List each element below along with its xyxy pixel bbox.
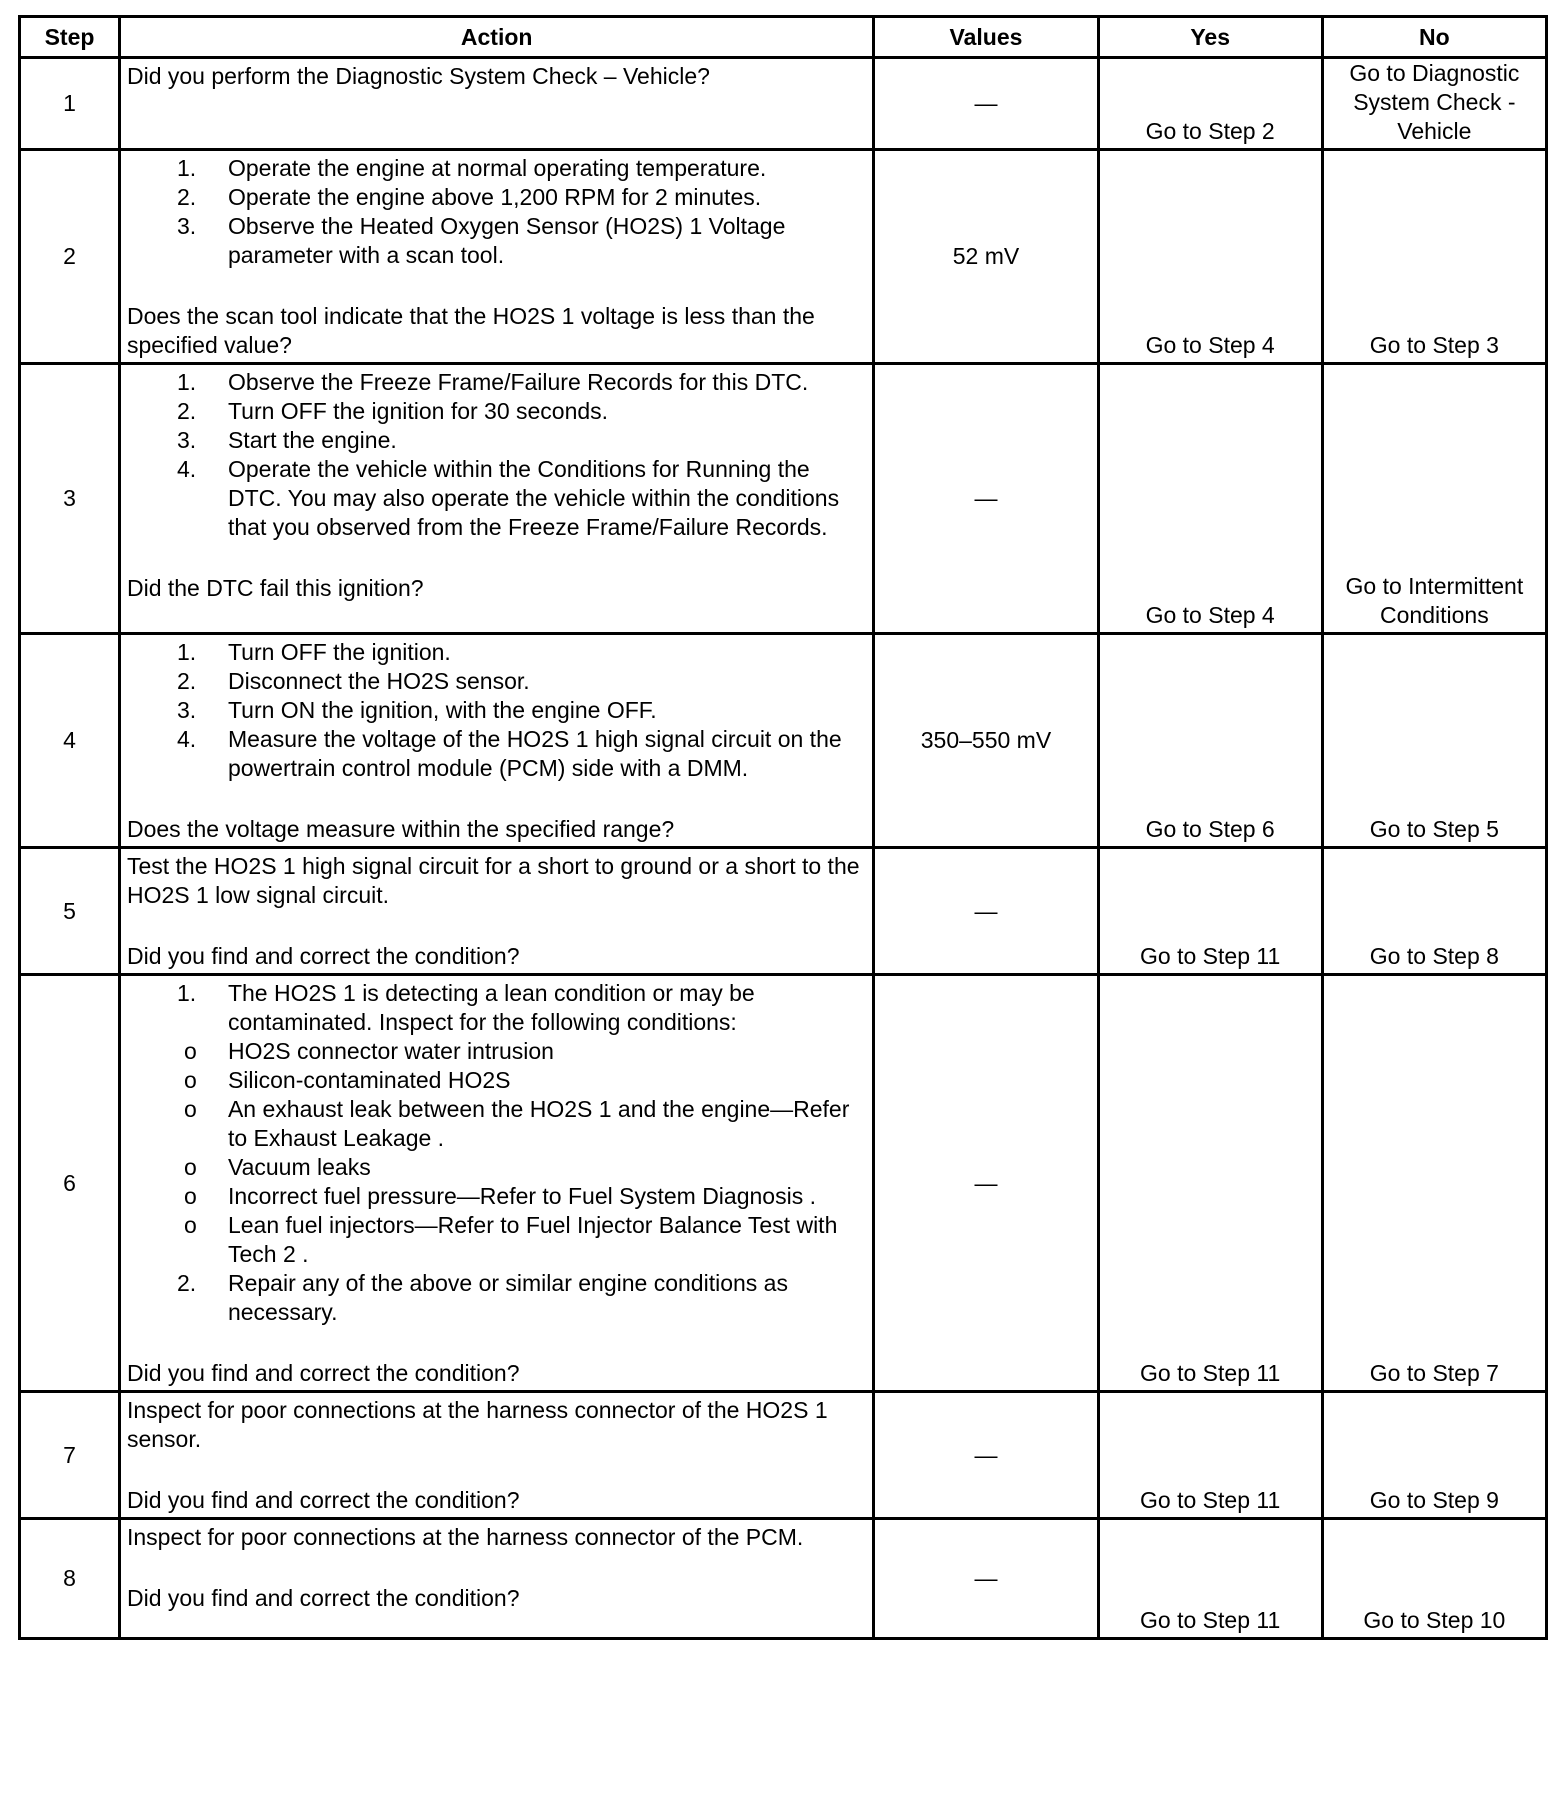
no-cell: Go to Step 8: [1322, 848, 1546, 975]
action-cell: [119, 364, 873, 634]
step-number: 6: [20, 975, 120, 1392]
no-cell: Go to Step 9: [1322, 1392, 1546, 1519]
no-cell: [1322, 364, 1546, 634]
instruction-list: [127, 979, 866, 1327]
yes-cell: Go to Step 11: [1098, 1519, 1322, 1639]
header-no: No: [1322, 17, 1546, 58]
bullet: o: [183, 1096, 197, 1122]
list-text: The HO2S 1 is detecting a lean condition or may be contaminated. Inspect for the following conditions:: [227, 980, 755, 1035]
header-values: Values: [874, 17, 1098, 58]
list-item: [127, 638, 866, 667]
table-row: [20, 58, 1547, 150]
table-row: [20, 848, 1547, 975]
list-item: [127, 1269, 866, 1327]
yes-cell: Go to Step 11: [1098, 1392, 1322, 1519]
condition-item: [27, 1095, 866, 1153]
bullet: o: [183, 1038, 197, 1064]
action-text: Did you perform the Diagnostic System Check – Vehicle?: [126, 63, 710, 89]
no-line: System Check -: [1353, 89, 1516, 115]
no-cell: [1322, 58, 1546, 150]
action-cell: [119, 150, 873, 364]
action-cell: [119, 634, 873, 848]
step-number: 8: [20, 1519, 120, 1639]
instruction-text: Inspect for poor connections at the harness connector of the PCM.: [126, 1524, 804, 1550]
values-cell: —: [874, 848, 1098, 975]
question-text: Does the scan tool indicate that the HO2S 1 voltage is less than the specified value?: [126, 303, 815, 358]
question-text: Did the DTC fail this ignition?: [126, 575, 424, 601]
no-cell: Go to Step 3: [1322, 150, 1546, 364]
list-number: 2.: [176, 184, 197, 210]
list-number: 2.: [176, 668, 197, 694]
condition-text: Lean fuel injectors—Refer to Fuel Injector Balance Test with Tech 2 .: [227, 1212, 838, 1267]
yes-cell: Go to Step 4: [1098, 364, 1322, 634]
step-number: 4: [20, 634, 120, 848]
list-item: [127, 154, 866, 183]
values-cell: —: [874, 58, 1098, 150]
step-number: 3: [20, 364, 120, 634]
list-number: 2.: [176, 1270, 197, 1296]
no-line: Conditions: [1380, 602, 1489, 628]
bullet: o: [183, 1154, 197, 1180]
no-cell: Go to Step 5: [1322, 634, 1546, 848]
list-text: Observe the Heated Oxygen Sensor (HO2S) 1 Voltage parameter with a scan tool.: [227, 213, 786, 268]
yes-cell: Go to Step 11: [1098, 848, 1322, 975]
list-text: Operate the engine above 1,200 RPM for 2 minutes.: [227, 184, 762, 210]
header-yes: Yes: [1098, 17, 1322, 58]
question-text: Did you find and correct the condition?: [126, 1585, 520, 1611]
condition-text: Silicon-contaminated HO2S: [227, 1067, 511, 1093]
condition-text: HO2S connector water intrusion: [227, 1038, 554, 1064]
no-line: Go to Intermittent: [1345, 573, 1524, 599]
list-item: [127, 979, 866, 1269]
list-item: [127, 397, 866, 426]
list-item: [127, 725, 866, 783]
condition-item: [27, 1066, 866, 1095]
step-number: 5: [20, 848, 120, 975]
list-number: 1.: [176, 155, 197, 181]
bullet: o: [183, 1183, 197, 1209]
list-item: [127, 368, 866, 397]
no-line: Go to Diagnostic: [1349, 60, 1520, 86]
values-cell: —: [874, 1392, 1098, 1519]
condition-item: [27, 1211, 866, 1269]
condition-item: [27, 1153, 866, 1182]
list-text: Turn OFF the ignition.: [227, 639, 451, 665]
instruction-list: [127, 638, 866, 783]
question-text: Does the voltage measure within the specified range?: [126, 816, 675, 842]
step-number: 1: [20, 58, 120, 150]
action-cell: [119, 58, 873, 150]
list-number: 3.: [176, 697, 197, 723]
list-number: 4.: [176, 726, 197, 752]
condition-item: [27, 1037, 866, 1066]
action-cell: [119, 848, 873, 975]
bullet: o: [183, 1212, 197, 1238]
list-text: Repair any of the above or similar engine conditions as necessary.: [227, 1270, 788, 1325]
condition-text: Vacuum leaks: [227, 1154, 371, 1180]
instruction-text: Inspect for poor connections at the harness connector of the HO2S 1 sensor.: [126, 1397, 828, 1452]
condition-list: [127, 1037, 866, 1269]
condition-item: [27, 1182, 866, 1211]
list-item: [127, 455, 866, 542]
list-number: 4.: [176, 456, 197, 482]
diagnostic-table: [18, 15, 1548, 1640]
no-line: Vehicle: [1397, 118, 1472, 144]
instruction-text: Test the HO2S 1 high signal circuit for a short to ground or a short to the HO2S 1 low signal circuit.: [126, 853, 860, 908]
list-item: [127, 667, 866, 696]
table-row: [20, 364, 1547, 634]
list-text: Operate the vehicle within the Conditions for Running the DTC. You may also operate the vehicle within the conditions that you observed from the Freeze Frame/Failure Records.: [227, 456, 840, 540]
table-row: [20, 1519, 1547, 1639]
list-item: [127, 212, 866, 270]
header-row: [20, 17, 1547, 58]
table-row: [20, 634, 1547, 848]
bullet: o: [183, 1067, 197, 1093]
list-item: [127, 426, 866, 455]
list-text: Operate the engine at normal operating temperature.: [227, 155, 767, 181]
action-cell: [119, 1519, 873, 1639]
list-text: Turn ON the ignition, with the engine OFF.: [227, 697, 657, 723]
no-cell: Go to Step 7: [1322, 975, 1546, 1392]
list-number: 1.: [176, 369, 197, 395]
list-text: Start the engine.: [227, 427, 397, 453]
values-cell: —: [874, 975, 1098, 1392]
list-number: 3.: [176, 427, 197, 453]
action-cell: [119, 975, 873, 1392]
list-text: Measure the voltage of the HO2S 1 high signal circuit on the powertrain control module (PCM) side with a DMM.: [227, 726, 842, 781]
list-number: 3.: [176, 213, 197, 239]
values-cell: —: [874, 364, 1098, 634]
header-action: Action: [119, 17, 873, 58]
table-row: [20, 150, 1547, 364]
values-cell: —: [874, 1519, 1098, 1639]
question-text: Did you find and correct the condition?: [126, 1360, 520, 1386]
action-cell: [119, 1392, 873, 1519]
list-text: Observe the Freeze Frame/Failure Records for this DTC.: [227, 369, 809, 395]
yes-cell: Go to Step 11: [1098, 975, 1322, 1392]
condition-text: Incorrect fuel pressure—Refer to Fuel System Diagnosis .: [227, 1183, 816, 1209]
question-text: Did you find and correct the condition?: [126, 1487, 520, 1513]
list-item: [127, 183, 866, 212]
instruction-list: [127, 154, 866, 270]
header-step: Step: [20, 17, 120, 58]
table-row: [20, 1392, 1547, 1519]
table-row: [20, 975, 1547, 1392]
instruction-list: [127, 368, 866, 542]
step-number: 2: [20, 150, 120, 364]
list-item: [127, 696, 866, 725]
list-number: 1.: [176, 639, 197, 665]
question-text: Did you find and correct the condition?: [126, 943, 520, 969]
yes-cell: Go to Step 6: [1098, 634, 1322, 848]
list-text: Disconnect the HO2S sensor.: [227, 668, 530, 694]
step-number: 7: [20, 1392, 120, 1519]
list-text: Turn OFF the ignition for 30 seconds.: [227, 398, 609, 424]
values-cell: 52 mV: [874, 150, 1098, 364]
no-cell: Go to Step 10: [1322, 1519, 1546, 1639]
condition-text: An exhaust leak between the HO2S 1 and the engine—Refer to Exhaust Leakage .: [227, 1096, 850, 1151]
list-number: 1.: [176, 980, 197, 1006]
list-number: 2.: [176, 398, 197, 424]
yes-cell: Go to Step 4: [1098, 150, 1322, 364]
values-cell: 350–550 mV: [874, 634, 1098, 848]
yes-cell: Go to Step 2: [1098, 58, 1322, 150]
